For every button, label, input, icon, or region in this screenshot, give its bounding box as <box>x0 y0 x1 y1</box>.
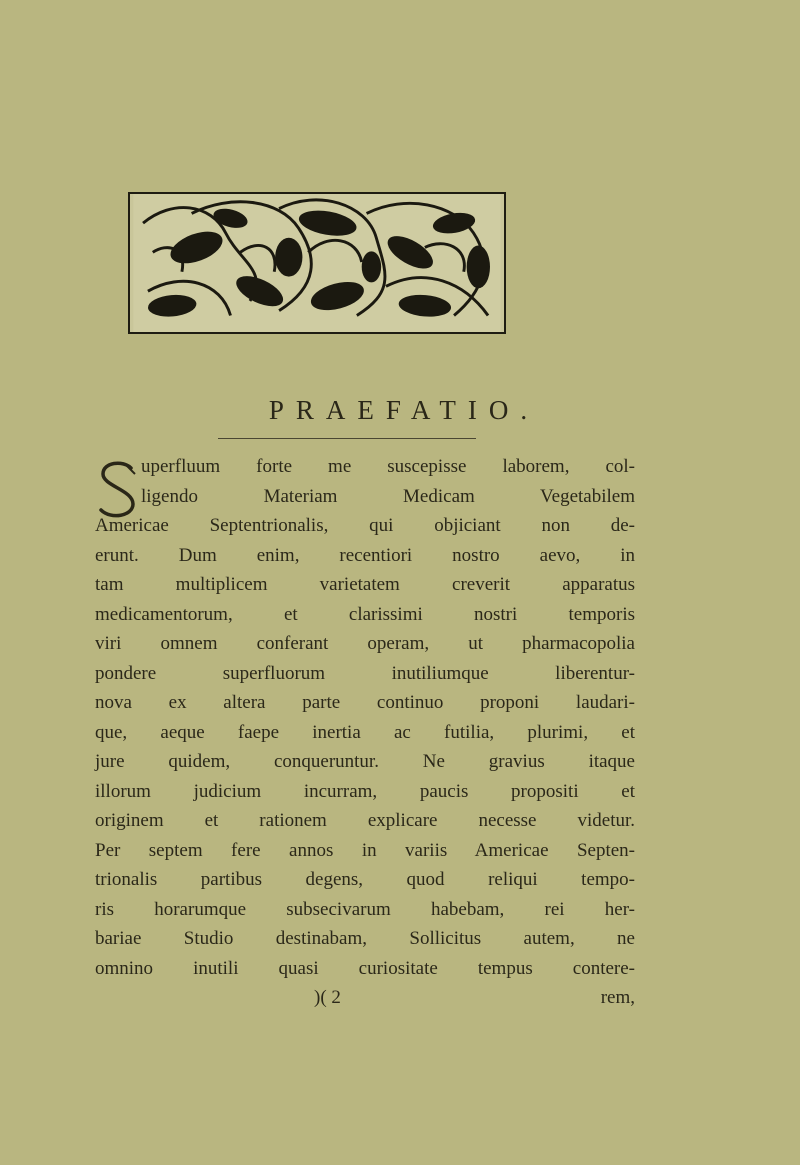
signature-mark: )( 2 <box>314 987 341 1008</box>
text-line: ligendo Materiam Medicam Vegetabilem <box>141 485 635 507</box>
preface-text <box>95 452 635 1013</box>
title-rule <box>218 438 476 439</box>
text-line: Americae Septentrionalis, qui objiciant non de- <box>95 515 635 536</box>
text-line: bariae Studio destinabam, Sollicitus autem, ne <box>95 928 635 949</box>
text-line: uperfluum forte me suscepisse laborem, col- <box>141 456 635 477</box>
text-line: medicamentorum, et clarissimi nostri temporis <box>95 603 635 625</box>
ornamental-headpiece <box>128 192 506 334</box>
page-title: PRAEFATIO. <box>268 395 540 425</box>
text-line: Per septem fere annos in variis Americae Septen- <box>95 839 635 861</box>
text-line: nova ex altera parte continuo proponi laudari- <box>95 692 635 713</box>
text-line: omnino inutili quasi curiositate tempus contere- <box>95 957 635 979</box>
text-line: erunt. Dum enim, recentiori nostro aevo, in <box>95 544 635 566</box>
text-line: tam multiplicem varietatem creverit apparatus <box>95 574 635 595</box>
foliage-ornament-icon <box>130 194 504 332</box>
text-line: viri omnem conferant operam, ut pharmacopolia <box>95 633 635 654</box>
text-line: originem et rationem explicare necesse videtur. <box>95 810 635 831</box>
text-line: jure quidem, conqueruntur. Ne gravius itaque <box>95 751 635 772</box>
text-line: illorum judicium incurram, paucis propositi et <box>95 780 635 802</box>
text-line: ris horarumque subsecivarum habebam, rei her- <box>95 898 635 920</box>
text-line: que, aeque faepe inertia ac futilia, plurimi, et <box>95 721 635 743</box>
text-line: trionalis partibus degens, quod reliqui tempo- <box>95 869 635 890</box>
catchword: rem, <box>600 987 635 1008</box>
text-line: pondere superfluorum inutiliumque liberentur- <box>95 662 635 684</box>
page-footer <box>95 983 635 1013</box>
